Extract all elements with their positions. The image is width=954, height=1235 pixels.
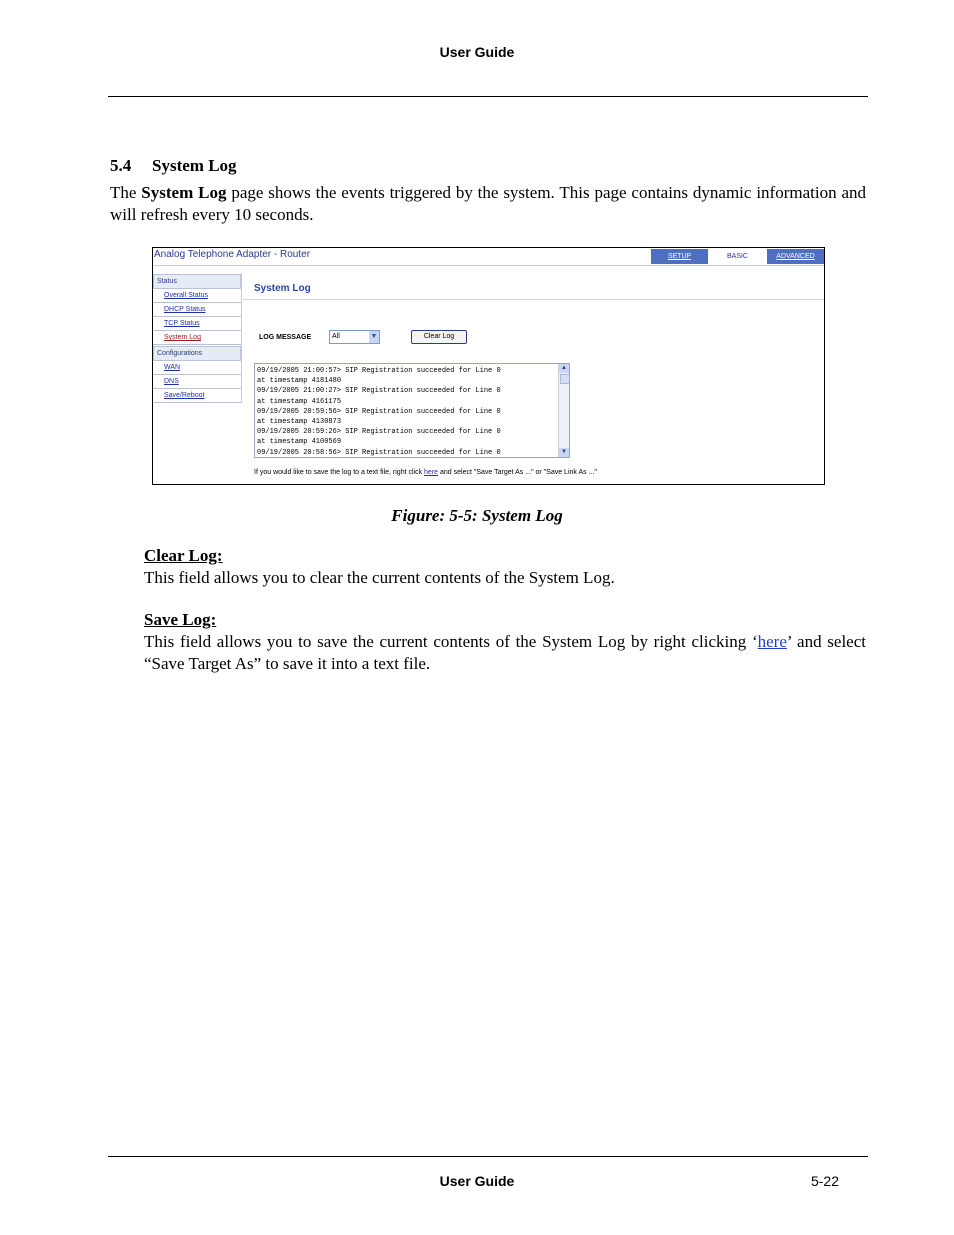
- system-log-screenshot: [152, 247, 825, 485]
- sidebar-item-dns[interactable]: DNS: [153, 375, 241, 389]
- log-filter-value: All: [332, 333, 340, 340]
- figure-caption: Figure: 5-5: System Log: [391, 506, 563, 525]
- section-title: System Log: [152, 156, 237, 175]
- clear-log-section: [144, 545, 866, 589]
- section-heading: [110, 156, 237, 176]
- log-filter-select[interactable]: [329, 330, 380, 344]
- sidebar-group-status: Status: [153, 274, 241, 289]
- intro-text-pre: The: [110, 183, 142, 202]
- tab-basic[interactable]: BASIC: [709, 249, 766, 264]
- clear-log-text: This field allows you to clear the current contents of the System Log.: [144, 568, 615, 587]
- log-textarea[interactable]: [254, 363, 570, 458]
- clear-log-heading: Clear Log:: [144, 546, 223, 565]
- here-link[interactable]: here: [424, 469, 439, 476]
- footer-rule: [108, 1156, 868, 1157]
- intro-text-post: page shows the events triggered by the system. This page contains dynamic information and will refresh every 10 seconds.: [110, 183, 866, 224]
- log-scrollbar[interactable]: [558, 364, 569, 457]
- save-log-note: [254, 469, 597, 476]
- intro-text-bold: System Log: [141, 183, 227, 202]
- chevron-down-icon[interactable]: ▼: [369, 331, 379, 343]
- note-text-post: and select "Save Target As ..." or "Save Link As ...": [438, 469, 597, 476]
- sidebar-group-configurations: Configurations: [153, 346, 241, 361]
- sidebar-item-wan[interactable]: WAN: [153, 361, 241, 375]
- log-content: 09/19/2005 21:00:57> SIP Registration succeeded for Line 0 at timestamp 4181480 09/19/2005 21:00:27> SIP Registration succeeded for Line 0 at timestamp 4161175 09/19/2005 20:59:56> SIP Registration succeeded for Line 0 at timestamp 4130873 09/19/2005 20:59:26> SIP Registration succeeded for Line 0 at timestamp 4100569 09/19/2005 20:58:56> SIP Registration succeeded for Line 0: [257, 367, 501, 457]
- title-divider: [243, 299, 824, 300]
- page-footer-title: User Guide: [439, 1173, 515, 1189]
- tab-setup[interactable]: SETUP: [651, 249, 708, 264]
- save-log-here-link[interactable]: here: [757, 632, 787, 651]
- save-log-text: [144, 631, 866, 675]
- app-title: Analog Telephone Adapter - Router: [154, 249, 311, 260]
- scroll-up-icon[interactable]: ▲: [559, 364, 569, 373]
- clear-log-button[interactable]: Clear Log: [411, 330, 467, 344]
- scroll-down-icon[interactable]: ▼: [559, 448, 569, 457]
- sidebar-item-dhcp-status[interactable]: DHCP Status: [153, 303, 241, 317]
- page-header-title: User Guide: [439, 44, 515, 60]
- log-message-label: LOG MESSAGE: [259, 334, 312, 341]
- note-text-pre: If you would like to save the log to a text file, right click: [254, 469, 425, 476]
- sidebar-item-save-reboot[interactable]: Save/Reboot: [153, 389, 241, 403]
- top-divider: [153, 265, 824, 266]
- intro-paragraph: [110, 182, 866, 226]
- save-log-text-pre: This field allows you to save the current contents of the System Log by right clicking ‘: [144, 632, 758, 651]
- page-title: System Log: [254, 283, 311, 294]
- section-number: 5.4: [110, 156, 132, 175]
- sidebar-item-overall-status[interactable]: Overall Status: [153, 289, 241, 303]
- save-log-section: [144, 609, 866, 675]
- header-rule: [108, 96, 868, 97]
- page-number: 5-22: [810, 1173, 839, 1189]
- scroll-thumb[interactable]: [560, 374, 570, 384]
- tab-advanced[interactable]: ADVANCED: [767, 249, 824, 264]
- save-log-heading: Save Log:: [144, 610, 217, 629]
- sidebar-item-tcp-status[interactable]: TCP Status: [153, 317, 241, 331]
- sidebar-item-system-log[interactable]: System Log: [153, 331, 241, 345]
- save-log-text-post: ’ and select “Save Target As” to save it into a text file.: [144, 632, 866, 673]
- top-tabs: [651, 249, 824, 264]
- sidebar: [153, 273, 242, 403]
